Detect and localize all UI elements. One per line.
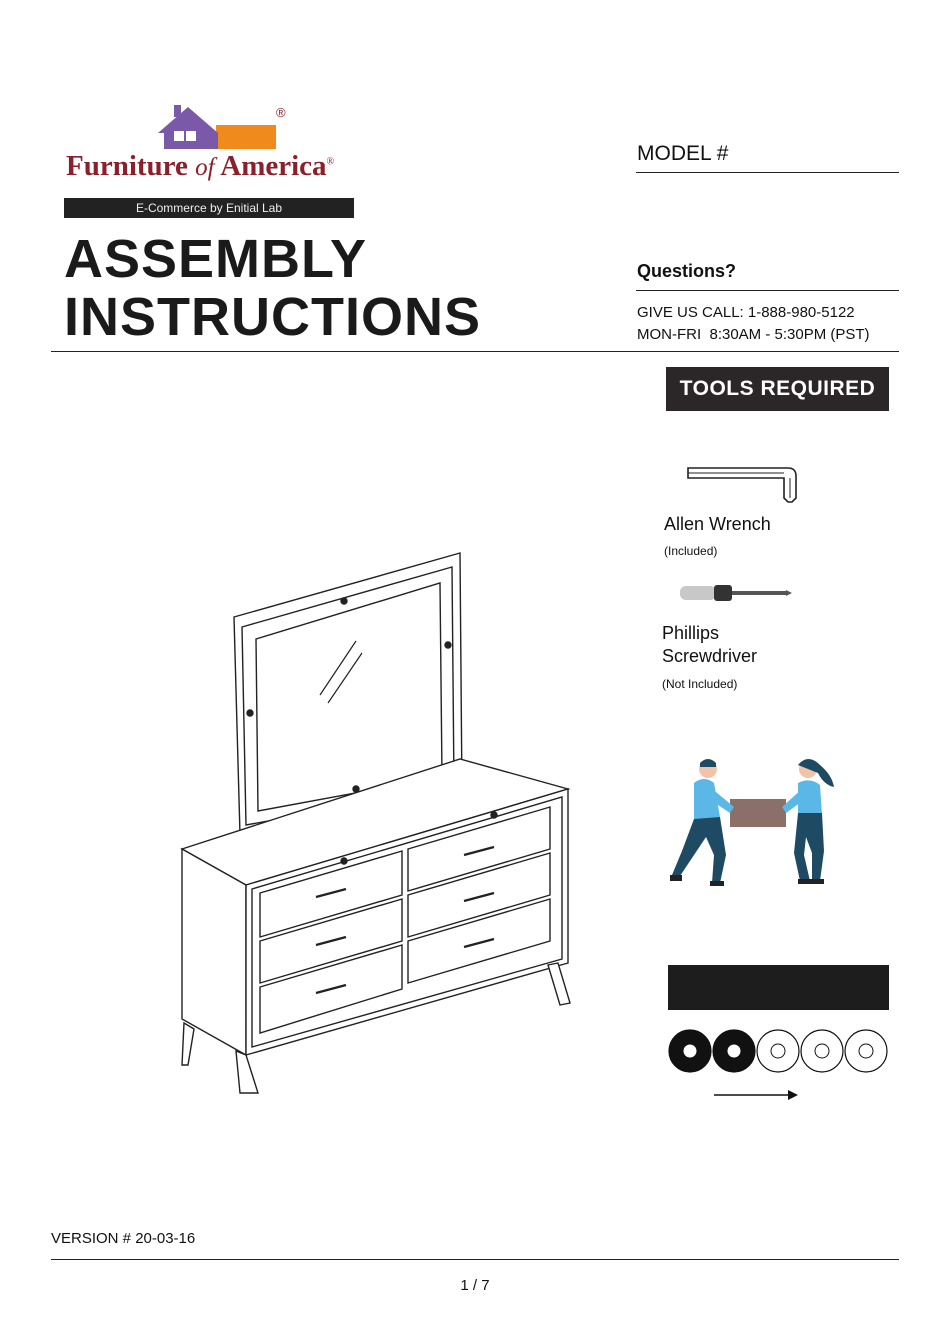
phone-line: GIVE US CALL: 1-888-980-5122 bbox=[637, 304, 855, 321]
allen-wrench-name: Allen Wrench bbox=[664, 514, 771, 534]
contact-info bbox=[637, 302, 870, 346]
questions-divider bbox=[636, 290, 899, 291]
arrow-right-icon bbox=[712, 1088, 802, 1102]
brand-name: Furniture of America® bbox=[66, 150, 335, 182]
page-number: 1 / 7 bbox=[460, 1277, 490, 1294]
difficulty-bar bbox=[668, 965, 889, 1010]
difficulty-dot-center bbox=[771, 1044, 785, 1058]
tools-required-heading: TOOLS REQUIRED bbox=[666, 367, 889, 411]
version-label: VERSION # 20-03-16 bbox=[51, 1230, 196, 1247]
dresser-leg bbox=[548, 963, 570, 1005]
house-logo-icon bbox=[156, 103, 296, 151]
allen-wrench-icon bbox=[684, 464, 806, 506]
dresser-side bbox=[182, 849, 246, 1055]
screwdriver-note: (Not Included) bbox=[662, 677, 738, 691]
hours-line: MON-FRI 8:30AM - 5:30PM (PST) bbox=[637, 326, 870, 343]
model-label: MODEL # bbox=[637, 142, 729, 165]
registered-mark: ® bbox=[276, 105, 286, 120]
title-line1: ASSEMBLY bbox=[64, 229, 368, 289]
two-person-lift-icon bbox=[664, 755, 844, 890]
allen-wrench-note: (Included) bbox=[664, 544, 718, 558]
difficulty-rating bbox=[667, 1028, 891, 1074]
screwdriver-name: Phillips Screwdriver bbox=[662, 623, 758, 666]
difficulty-dot-center bbox=[683, 1044, 697, 1058]
dresser-leg bbox=[236, 1051, 258, 1093]
screwdriver-icon bbox=[680, 582, 794, 604]
difficulty-dot-center bbox=[815, 1044, 829, 1058]
header-divider bbox=[51, 351, 899, 352]
footer-divider bbox=[51, 1259, 899, 1260]
model-divider bbox=[636, 172, 899, 173]
difficulty-dot-center bbox=[727, 1044, 741, 1058]
dresser-leg bbox=[182, 1023, 194, 1065]
questions-heading: Questions? bbox=[637, 261, 737, 281]
title-line2: INSTRUCTIONS bbox=[64, 287, 481, 347]
brand-tagline: E-Commerce by Enitial Lab bbox=[64, 198, 354, 218]
dresser-mirror-illustration bbox=[170, 545, 590, 1105]
difficulty-dot-center bbox=[859, 1044, 873, 1058]
